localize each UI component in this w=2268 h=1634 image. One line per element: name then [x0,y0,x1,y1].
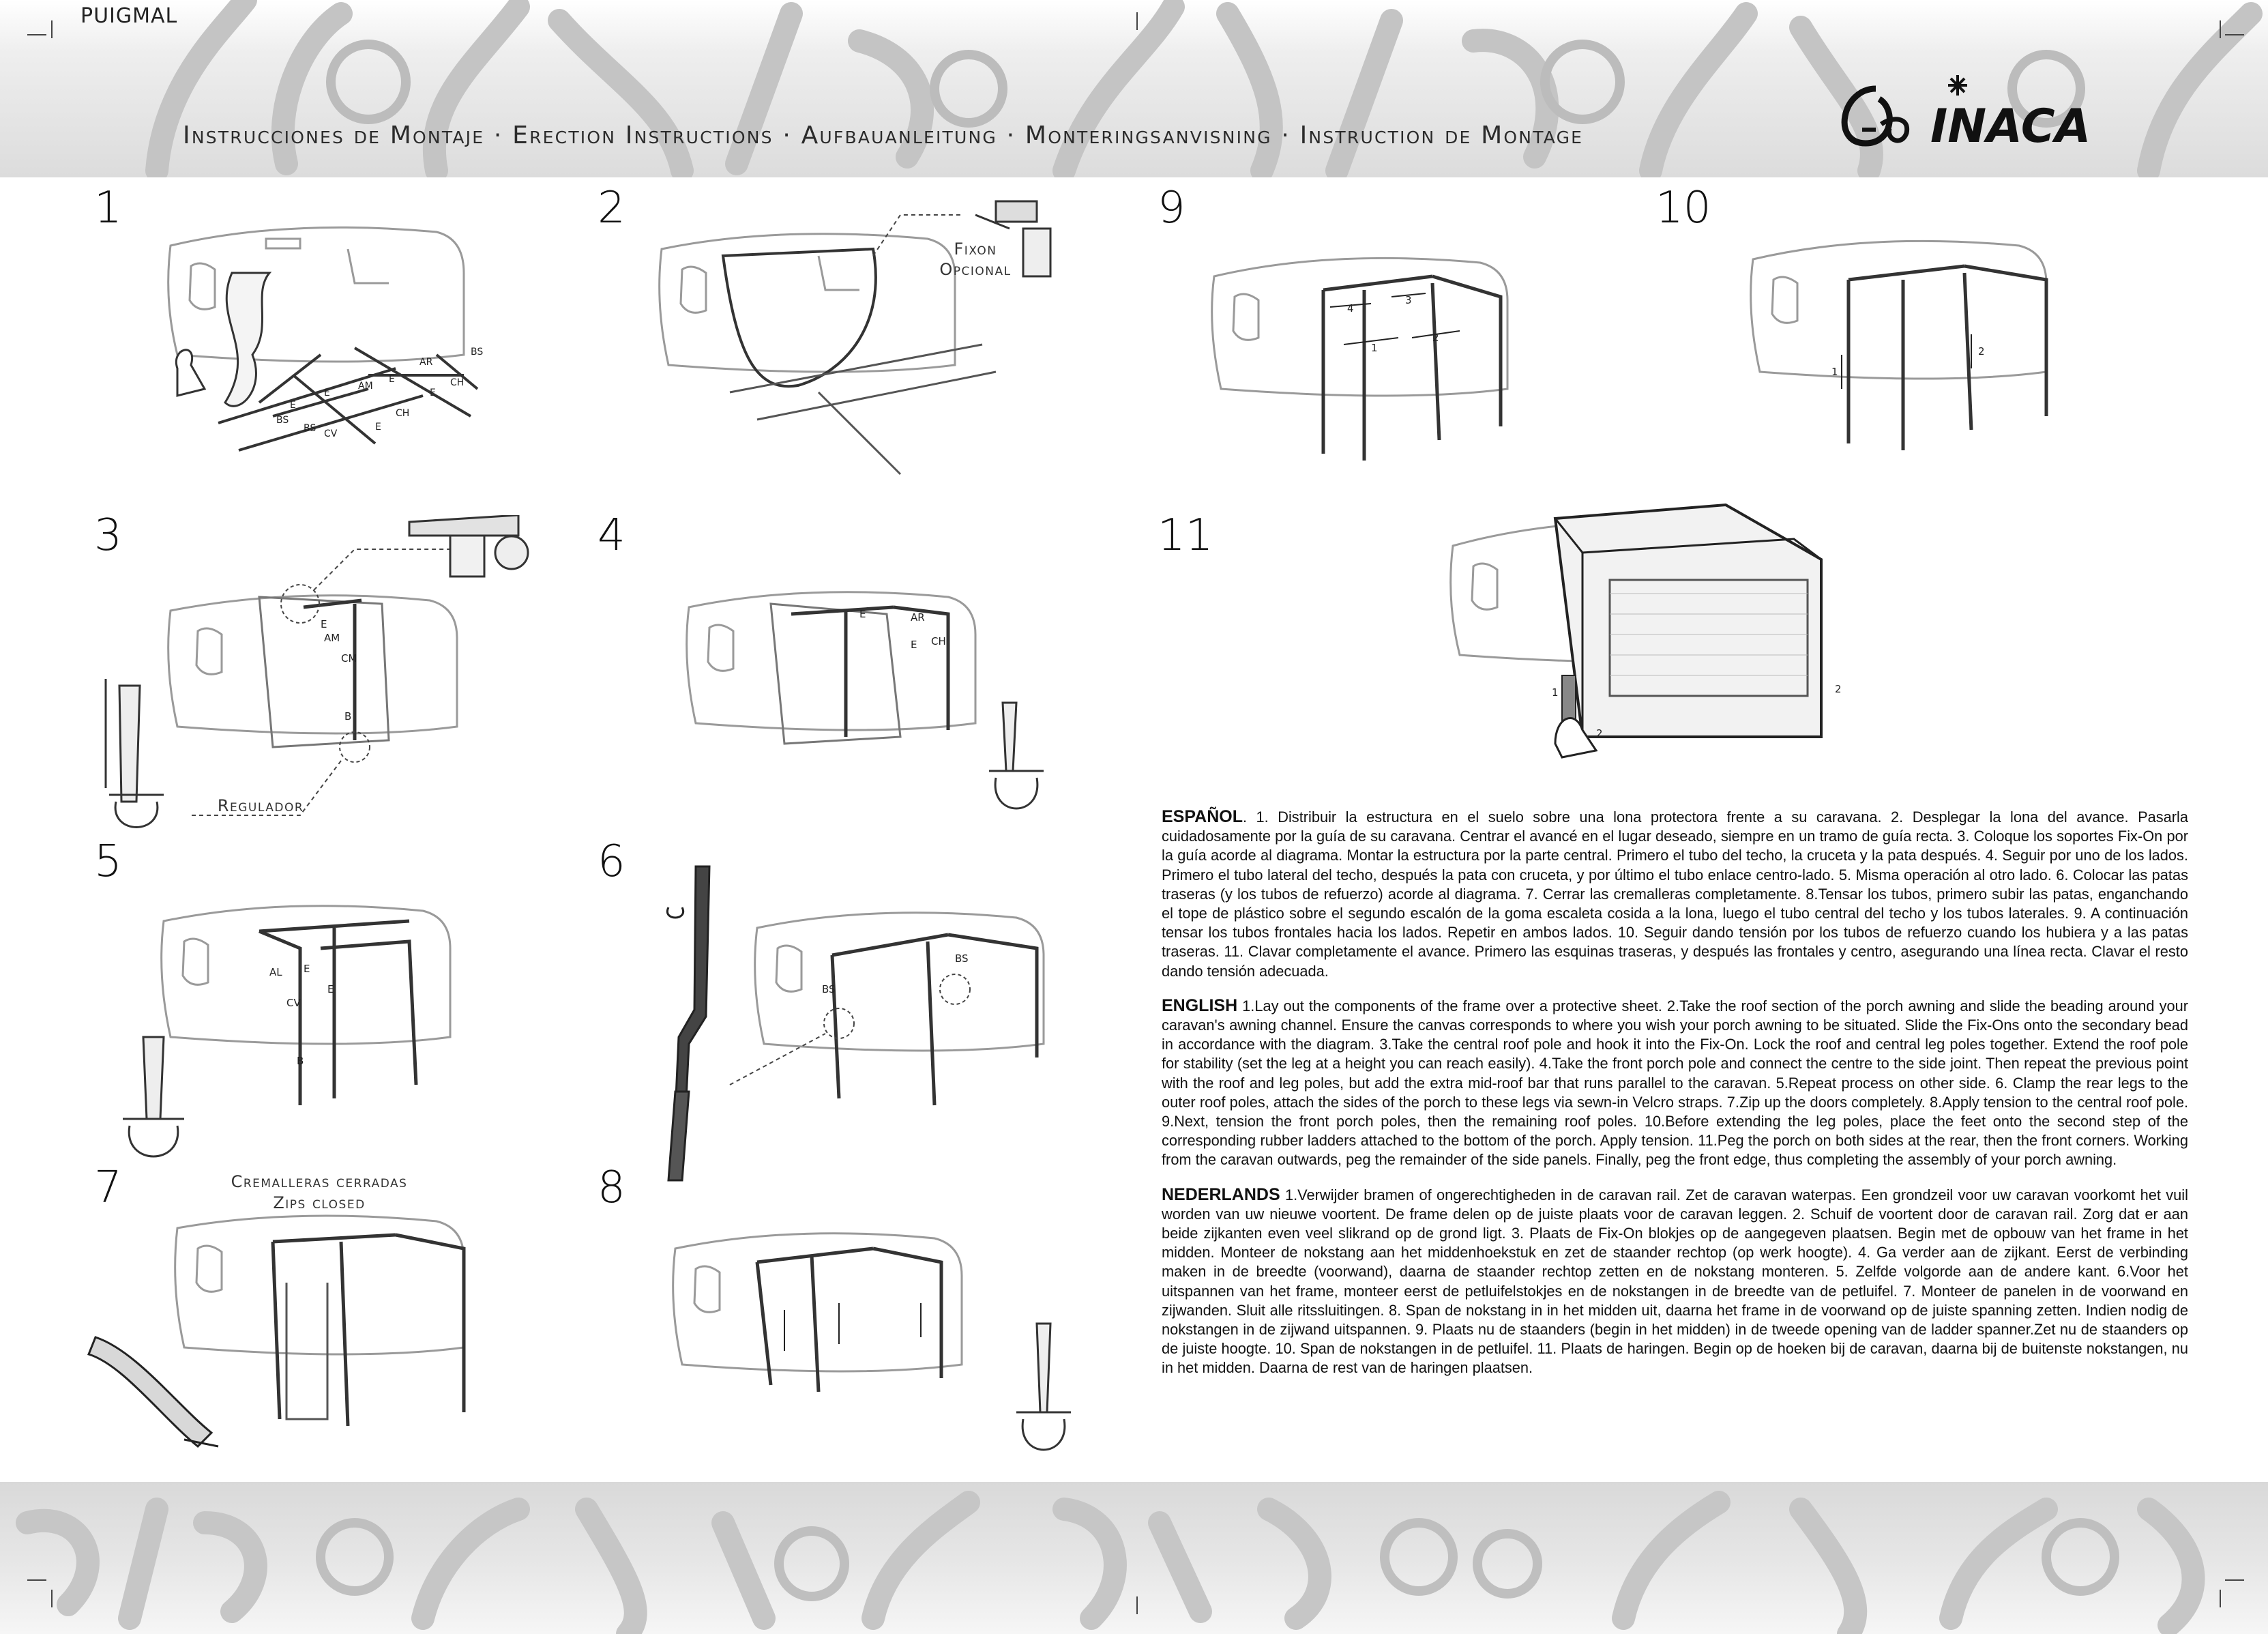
crop-mark [51,20,53,38]
crop-mark [2225,1579,2244,1581]
part-label: 3 [1405,294,1412,306]
brush-pattern-bottom [0,1482,2268,1634]
part-label: E [375,422,381,433]
instructions-en-body: 1.Lay out the components of the frame over a protective sheet. 2.Take the roof section of the porch awning and slide the beading around your caravan's awning channel. Ensure the canvas corresponds to where you wish your porch awning to be situated. Slide the Fix-Ons onto the secondary bead in accordance with the diagram. 3.Take the central roof pole and hook it into the Fix-On. Lock the roof and central leg poles together. Extend the roof pole for stability (set the leg at a height you can reach easily). 4.Take the front porch pole and connect the centre to the side joint. Then repeat the previous point with the roof and leg poles, but add the extra mid-roof bar that runs parallel to the caravan. 5.Repeat process on other side. 6. Clamp the rear legs to the outer roof poles, attach the sides of the porch to these legs via sewn-in Velcro straps. 7.Zip up the doors completely. 8.Apply tension to the central roof pole. 9.Next, tension the front porch poles, then the remaining roof poles. 10.Before extending the leg poles, place the feet onto the second step of the corresponding rubber ladders attached to the bottom of the porch. Apply tension. 11.Peg the porch on both sides at the rear, then the front corners. Working from the caravan outwards, peg the remainder of the side panels. Finally, peg the front edge, thus completing the assembly of your porch awning. [1162,997,2188,1169]
step-number-3: 3 [94,510,122,561]
part-label: BS [276,415,289,426]
callout-zips-closed-en: Zips closed [273,1193,366,1212]
crop-mark [27,1579,46,1581]
step-10-illustration [1746,218,2101,471]
instructions-nl [1162,1185,2188,1378]
part-label: E [290,400,296,411]
document-id: PUIGMAL [80,4,178,28]
part-label: 1 [1371,342,1378,354]
page-title: Instrucciones de Montaje · Erection Instructions · Aufbauanleitung · Monteringsanvisning · Instruction de Montage [183,121,1584,149]
part-label: E [324,388,330,398]
header-band [0,0,2268,177]
part-label: 2 [1835,683,1842,695]
step-number-5: 5 [94,836,122,887]
part-label: E [321,618,327,630]
part-label: BS [955,952,969,965]
part-label: 2 [1432,332,1439,344]
part-label: AM [324,632,340,644]
step-number-1: 1 [94,183,122,233]
crop-mark [1136,1596,1138,1614]
step-1-illustration [150,218,532,478]
part-label: CH [396,408,410,419]
instructions-nl-body: 1.Verwijder bramen of ongerechtigheden in de caravan rail. Zet de caravan waterpas. Een grondzeil voor uw caravan voorkomt het vuil worden van uw nieuwe voortent. De frame delen op de juiste plaats voor de caravan leggen. 2. Schuif de voortent door de caravan rail. Zorg dat er aan beide zijkanten even veel slikrand op de grond ligt. 3. Plaats de Fix-On blokjes op de aangegeven plaatsen. Begin met de opbouw van het frame in het midden. Monteer de nokstang aan het middenhoekstuk en zet de staander rechtop (op werk hoogte). 4. Ga verder aan de zijkant. Eerst de verbinding maken in de breedte (voorwand), daarna de staander rechtop zetten en de nokstang monteren. 5. Zelfde volgorde aan de andere kant. 6.Voor het uitspannen van het frame, monteer eerst de petluifelstokjes en de nokstangen in de breedte van de petluifel. 7. Monteer de panelen in de voorwand en zijwanden. Sluit alle ritssluitingen. 8. Span de nokstang in in het midden uit, daarna het frame in de voorwand op de juiste spanning zetten. Indien nodig de nokstangen in de zijwand uitspannen. 9. Plaats nu de staanders (begin in het midden) in de tweede opening van de ladder spanner.Zet nu de staanders op de juiste hoogte. 10. Span de nokstangen in de petluifel. 11. Plaats de haringen. Begin op de hoeken bij de caravan, daarna bij de buitenste nokstangen, nu in het midden. Daarna de rest van de haringen plaatsen. [1162,1186,2188,1377]
part-label: E [911,639,917,651]
part-label: AL [269,966,282,978]
part-label: CV [324,428,338,439]
part-label: CH [450,377,465,388]
part-label: E [327,983,334,995]
part-label: AM [358,381,373,392]
part-label: CM [341,652,357,665]
brand-logo [1828,68,2142,157]
crop-mark [2220,20,2221,38]
crop-mark [2220,1590,2221,1607]
step-number-2: 2 [598,183,625,233]
part-label: BS [304,423,316,434]
instructions-en [1162,996,2188,1170]
part-label: 1 [1552,686,1559,699]
part-label: E [389,374,395,385]
callout-regulator: Regulador [217,796,304,815]
step-4-illustration [668,546,1064,832]
language-heading-es: ESPAÑOL [1162,807,1243,826]
part-label: E [859,608,866,620]
part-label: E [430,388,436,398]
part-label: 2 [1596,727,1603,740]
step-number-11: 11 [1158,510,1213,561]
instructions-es [1162,807,2188,981]
inaca-logo-icon [1828,68,2142,157]
step-number-4: 4 [598,510,625,561]
step-number-10: 10 [1655,183,1711,233]
part-label: 2 [1978,345,1985,358]
part-label: E [304,963,310,975]
callout-fixon-optional: Fixon Opcional [939,239,1012,279]
part-label: AR [911,611,925,624]
part-label: CV [286,997,301,1009]
step-2-illustration [641,188,1064,481]
callout-zips-closed-es: Cremalleras cerradas [231,1172,408,1191]
step-5-illustration [95,880,518,1160]
instruction-text-column [1162,807,2188,1393]
step-number-9: 9 [1158,183,1185,233]
part-label: B [344,710,352,723]
step-6-illustration [655,853,1078,1194]
crop-mark [51,1590,53,1607]
brand-name: INACA [1930,100,2091,154]
part-label: CH [931,635,946,647]
part-label: AR [419,357,433,368]
step-3-illustration [68,515,532,836]
step-11-illustration [1439,450,1876,791]
language-heading-nl: NEDERLANDS [1162,1184,1280,1204]
crop-mark [2225,34,2244,35]
language-heading-en: ENGLISH [1162,995,1238,1015]
part-label: B [297,1055,304,1067]
step-number-6: 6 [598,836,625,887]
footer-band [0,1482,2268,1634]
crop-mark [1136,12,1138,30]
part-label: 4 [1347,302,1354,315]
part-label: 1 [1831,366,1838,378]
instructions-es-body: . 1. Distribuir la estructura en el suelo sobre una lona protectora frente a su caravana. 2. Desplegar la lona del avance. Pasarla cuidadosamente por la guía de su caravana. Centrar el avancé en el lugar deseado, siempre en un tramo de guía recta. 3. Coloque los soportes Fix-On por la guía acorde al diagrama. Montar la estructura por la parte central. Primero el tubo del techo, la cruceta y la pata después. 4. Seguir por uno de los lados. Primero el tubo lateral del techo, después la pata con cruceta, y por último el tubo enlace centro-lado. 5. Misma operación al otro lado. 6. Colocar las patas traseras (y los tubos de refuerzo) acorde al diagrama. 7. Cerrar las cremalleras completamente. 8.Tensar los tubos, primero subir las patas, enganchando el tope de plástico sobre el segundo escalón de la goma escaleta cosida a la lona, luego el tubo central del techo y los tubos laterales. 9. A continuación tensar los tubos frontales hacia los lados. Repetir en ambos lados. 10. Seguir dando tensión por los tubos de refuerzo cuando los hubiera y a las patas traseras. 11. Clavar completamente el avance. Primero las esquinas traseras, y después las frontales y centro, asegurando una línea recta. Clavar el resto dando tensión adecuada. [1162,808,2188,980]
part-label: BS [822,983,836,995]
step-7-illustration [82,1214,518,1460]
crop-mark [27,34,46,35]
step-number-7: 7 [94,1163,122,1213]
part-label: BS [471,347,484,358]
step-number-8: 8 [598,1163,625,1213]
step-8-illustration [668,1208,1078,1480]
